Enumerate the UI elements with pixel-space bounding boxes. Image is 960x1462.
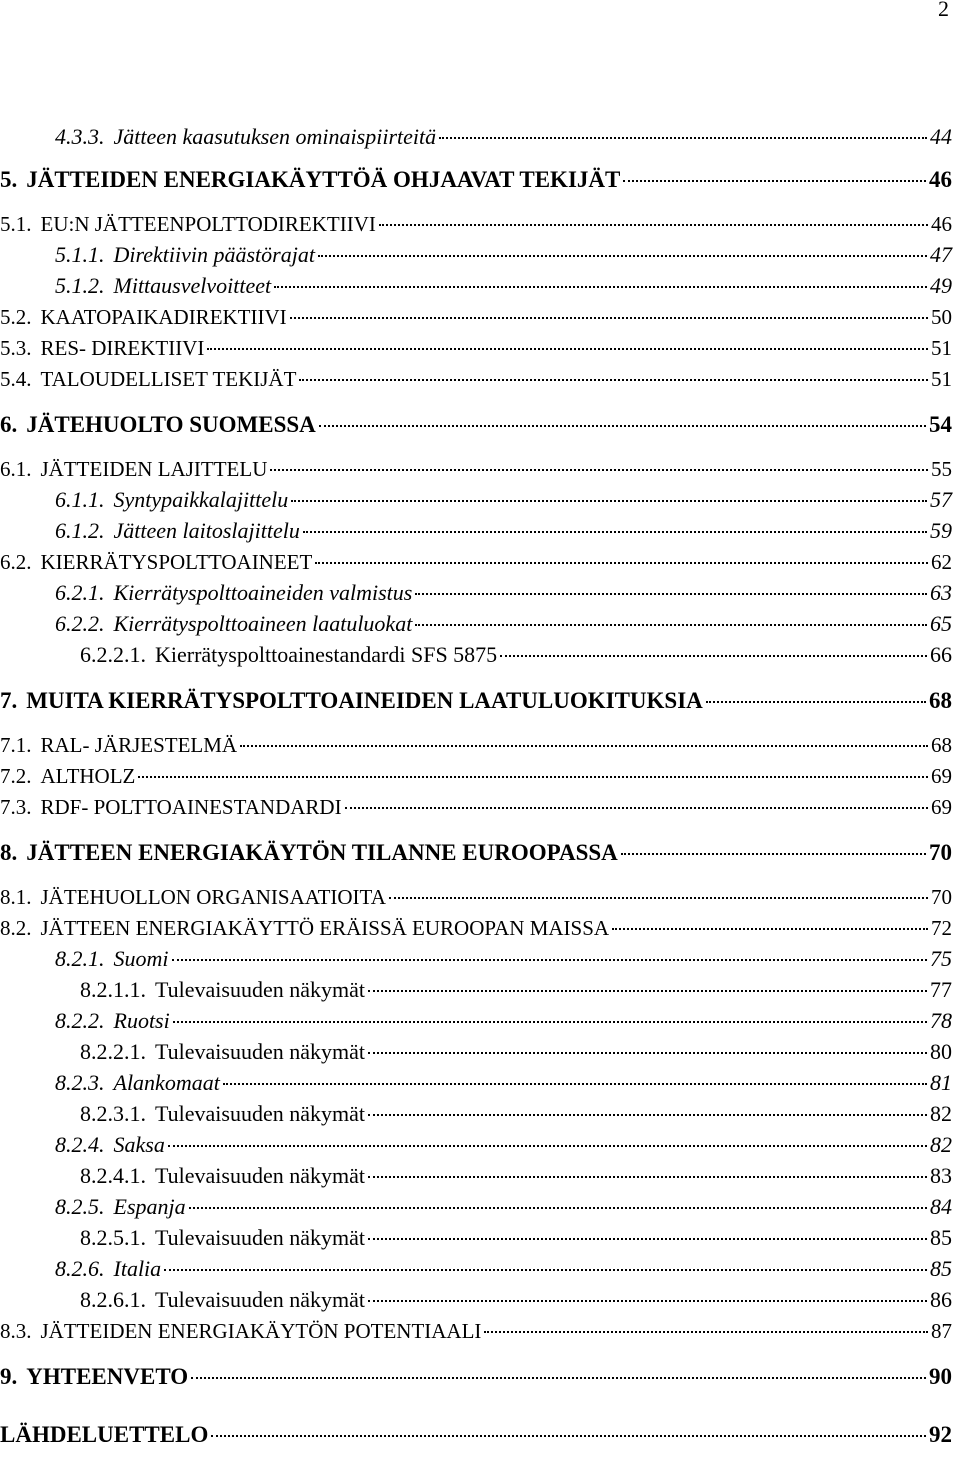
dot-leader — [274, 286, 927, 288]
toc-entry-page: 69 — [931, 795, 952, 819]
toc-entry-number: 5.1.2. — [55, 273, 105, 298]
toc-entry[interactable] — [0, 761, 952, 791]
toc-entry-title: RDF- POLTTOAINESTANDARDI — [40, 795, 342, 819]
toc-entry-number: 8.1. — [0, 885, 32, 909]
toc-entry-page: 59 — [930, 518, 952, 543]
dot-leader — [379, 224, 928, 226]
toc-entry-title: Suomi — [113, 946, 169, 971]
toc-entry-number: 6.2. — [0, 550, 32, 574]
toc-entry-number: 8.2. — [0, 916, 32, 940]
toc-entry-title: JÄTTEIDEN ENERGIAKÄYTÖN POTENTIAALI — [40, 1319, 482, 1343]
toc-entry[interactable] — [0, 882, 952, 912]
toc-entry-title: Tulevaisuuden näkymät — [155, 1163, 365, 1188]
toc-entry-number: 8.3. — [0, 1319, 32, 1343]
toc-entry-page: 75 — [930, 946, 952, 971]
toc-entry-number: 8.2.5. — [55, 1194, 105, 1219]
toc-entry[interactable] — [0, 1316, 952, 1346]
toc-entry-title: LÄHDELUETTELO — [0, 1422, 209, 1447]
dot-leader — [172, 959, 928, 961]
toc-entry-title: Ruotsi — [113, 1008, 170, 1033]
toc-entry-title: Direktiivin päästörajat — [113, 242, 315, 267]
dot-leader — [368, 1176, 927, 1178]
toc-entry-number: 8.2.3. — [55, 1070, 105, 1095]
toc-entry[interactable] — [0, 730, 952, 760]
toc-entry-number: 5.2. — [0, 305, 32, 329]
toc-entry[interactable] — [55, 240, 952, 270]
toc-entry-number: 5.1.1. — [55, 242, 105, 267]
toc-entry-number: 5.3. — [0, 336, 32, 360]
toc-entry-page: 78 — [930, 1008, 952, 1033]
toc-entry-number: 5. — [0, 167, 18, 192]
toc-entry-page: 49 — [930, 273, 952, 298]
toc-entry-title: RES- DIREKTIIVI — [40, 336, 205, 360]
toc-entry-title: JÄTTEEN ENERGIAKÄYTÖN TILANNE EUROOPASSA — [26, 840, 618, 865]
toc-entry-number: 6.2.2.1. — [80, 642, 146, 667]
toc-entry[interactable] — [80, 975, 952, 1005]
toc-entry-page: 62 — [931, 550, 952, 574]
dot-leader — [345, 807, 928, 809]
dot-leader — [500, 655, 927, 657]
toc-entry-page: 86 — [930, 1287, 952, 1312]
toc-entry-page: 47 — [930, 242, 952, 267]
toc-entry[interactable] — [80, 1285, 952, 1315]
toc-entry[interactable] — [0, 838, 952, 868]
toc-entry-number: 8.2.4. — [55, 1132, 105, 1157]
dot-leader — [189, 1207, 927, 1209]
toc-entry[interactable] — [0, 165, 952, 195]
toc-entry-page: 70 — [931, 885, 952, 909]
toc-entry-number: 6.1.2. — [55, 518, 105, 543]
toc-entry[interactable] — [0, 364, 952, 394]
toc-entry[interactable] — [55, 1130, 952, 1160]
toc-entry[interactable] — [0, 410, 952, 440]
toc-entry-title: TALOUDELLISET TEKIJÄT — [40, 367, 297, 391]
toc-entry[interactable] — [0, 1420, 952, 1450]
dot-leader — [223, 1083, 927, 1085]
dot-leader — [368, 1114, 927, 1116]
toc-entry-title: Tulevaisuuden näkymät — [155, 1101, 365, 1126]
toc-entry-page: 51 — [931, 336, 952, 360]
toc-entry-number: 8. — [0, 840, 18, 865]
toc-entry-title: Syntypaikkalajittelu — [113, 487, 289, 512]
toc-entry[interactable] — [80, 1223, 952, 1253]
toc-entry-page: 69 — [931, 764, 952, 788]
toc-entry-number: 8.2.2.1. — [80, 1039, 146, 1064]
toc-entry-number: 8.2.2. — [55, 1008, 105, 1033]
dot-leader — [612, 928, 928, 930]
toc-entry-title: Kierrätyspolttoaineiden valmistus — [113, 580, 413, 605]
toc-entry-number: 6.2.2. — [55, 611, 105, 636]
toc-entry-number: 6.2.1. — [55, 580, 105, 605]
toc-entry[interactable] — [55, 944, 952, 974]
toc-entry-number: 4.3.3. — [55, 124, 105, 149]
toc-entry[interactable] — [55, 1192, 952, 1222]
toc-entry-title: Kierrätyspolttoainestandardi SFS 5875 — [155, 642, 498, 667]
dot-leader — [439, 137, 927, 139]
toc-entry-number: 7.3. — [0, 795, 32, 819]
toc-entry[interactable] — [80, 640, 952, 670]
dot-leader — [415, 593, 927, 595]
toc-entry-page: 81 — [930, 1070, 952, 1095]
dot-leader — [623, 180, 926, 182]
toc-entry-title: JÄTTEEN ENERGIAKÄYTTÖ ERÄISSÄ EUROOPAN MAISSA — [40, 916, 610, 940]
toc-entry[interactable] — [55, 271, 952, 301]
toc-entry-title: JÄTTEIDEN LAJITTELU — [40, 457, 268, 481]
dot-leader — [138, 776, 928, 778]
toc-entry-title: Tulevaisuuden näkymät — [155, 1039, 365, 1064]
dot-leader — [211, 1435, 926, 1437]
toc-entry[interactable] — [0, 686, 952, 716]
toc-entry-title: Espanja — [113, 1194, 186, 1219]
toc-entry[interactable] — [0, 209, 952, 239]
toc-entry-title: YHTEENVETO — [26, 1364, 189, 1389]
toc-entry-title: ALTHOLZ — [40, 764, 136, 788]
toc-entry-page: 50 — [931, 305, 952, 329]
toc-entry-page: 80 — [930, 1039, 952, 1064]
page-number: 2 — [938, 0, 949, 21]
toc-entry-page: 82 — [930, 1101, 952, 1126]
toc-entry-title: Italia — [113, 1256, 162, 1281]
dot-leader — [315, 562, 928, 564]
toc-entry-number: 8.2.6. — [55, 1256, 105, 1281]
dot-leader — [240, 745, 928, 747]
toc-entry-title: Jätteen kaasutuksen ominaispiirteitä — [113, 124, 437, 149]
toc-entry[interactable] — [55, 578, 952, 608]
dot-leader — [706, 701, 926, 703]
toc-entry-page: 57 — [930, 487, 952, 512]
toc-entry-title: KAATOPAIKADIREKTIIVI — [40, 305, 287, 329]
toc-entry-number: 5.4. — [0, 367, 32, 391]
toc-entry-page: 90 — [929, 1364, 952, 1389]
toc-entry-title: RAL- JÄRJESTELMÄ — [40, 733, 238, 757]
dot-leader — [164, 1269, 927, 1271]
toc-entry-title: Jätteen laitoslajittelu — [113, 518, 300, 543]
toc-entry-number: 8.2.5.1. — [80, 1225, 146, 1250]
toc-entry[interactable] — [0, 792, 952, 822]
toc-entry-title: Tulevaisuuden näkymät — [155, 977, 365, 1002]
toc-entry-page: 54 — [929, 412, 952, 437]
dot-leader — [368, 1238, 927, 1240]
dot-leader — [415, 624, 927, 626]
toc-entry[interactable] — [0, 547, 952, 577]
toc-entry[interactable] — [55, 485, 952, 515]
toc-entry[interactable] — [0, 454, 952, 484]
dot-leader — [270, 469, 928, 471]
toc-entry-number: 6.1.1. — [55, 487, 105, 512]
toc-entry[interactable] — [55, 609, 952, 639]
dot-leader — [168, 1145, 927, 1147]
dot-leader — [207, 348, 928, 350]
toc-entry-number: 8.2.3.1. — [80, 1101, 146, 1126]
toc-entry-title: Tulevaisuuden näkymät — [155, 1287, 365, 1312]
toc-entry-title: JÄTEHUOLLON ORGANISAATIOITA — [40, 885, 386, 909]
toc-entry[interactable] — [55, 1254, 952, 1284]
toc-entry-title: Saksa — [113, 1132, 165, 1157]
toc-entry[interactable] — [0, 302, 952, 332]
dot-leader — [299, 379, 928, 381]
toc-entry-number: 6. — [0, 412, 18, 437]
toc-entry-page: 85 — [930, 1256, 952, 1281]
dot-leader — [621, 853, 926, 855]
toc-entry[interactable] — [80, 1099, 952, 1129]
toc-entry-page: 63 — [930, 580, 952, 605]
toc-entry-number: 7.2. — [0, 764, 32, 788]
toc-entry-number: 8.2.4.1. — [80, 1163, 146, 1188]
dot-leader — [319, 425, 926, 427]
toc-entry[interactable] — [0, 913, 952, 943]
toc-entry-number: 7. — [0, 688, 18, 713]
toc-entry-number: 6.1. — [0, 457, 32, 481]
toc-entry-page: 51 — [931, 367, 952, 391]
toc-entry-page: 84 — [930, 1194, 952, 1219]
dot-leader — [368, 1300, 927, 1302]
toc-entry-number: 7.1. — [0, 733, 32, 757]
toc-entry-page: 46 — [929, 167, 952, 192]
toc-entry-page: 44 — [930, 124, 952, 149]
dot-leader — [290, 317, 928, 319]
toc-entry[interactable] — [55, 516, 952, 546]
toc-entry-title: JÄTTEIDEN ENERGIAKÄYTTÖÄ OHJAAVAT TEKIJÄT — [26, 167, 621, 192]
toc-entry-page: 55 — [931, 457, 952, 481]
dot-leader — [368, 1052, 927, 1054]
toc-entry-page: 72 — [931, 916, 952, 940]
toc-entry-page: 83 — [930, 1163, 952, 1188]
toc-entry[interactable] — [0, 333, 952, 363]
toc-entry[interactable] — [55, 1068, 952, 1098]
toc-entry-page: 68 — [931, 733, 952, 757]
dot-leader — [191, 1377, 926, 1379]
toc-entry[interactable] — [55, 122, 952, 152]
toc-entry-page: 77 — [930, 977, 952, 1002]
toc-entry[interactable] — [80, 1161, 952, 1191]
toc-entry-page: 70 — [929, 840, 952, 865]
toc-entry-page: 92 — [929, 1422, 952, 1447]
toc-entry-title: KIERRÄTYSPOLTTOAINEET — [40, 550, 313, 574]
toc-entry-page: 82 — [930, 1132, 952, 1157]
toc-entry-page: 87 — [931, 1319, 952, 1343]
toc-entry-title: Alankomaat — [113, 1070, 220, 1095]
dot-leader — [389, 897, 928, 899]
dot-leader — [368, 990, 927, 992]
toc-entry-page: 85 — [930, 1225, 952, 1250]
dot-leader — [484, 1331, 928, 1333]
dot-leader — [303, 531, 927, 533]
toc-entry-title: MUITA KIERRÄTYSPOLTTOAINEIDEN LAATULUOKITUKSIA — [26, 688, 703, 713]
toc-entry-page: 68 — [929, 688, 952, 713]
toc-entry-number: 8.2.1.1. — [80, 977, 146, 1002]
toc-entry-page: 46 — [931, 212, 952, 236]
toc-entry[interactable] — [80, 1037, 952, 1067]
toc-entry-page: 66 — [930, 642, 952, 667]
toc-entry-page: 65 — [930, 611, 952, 636]
toc-entry-title: EU:N JÄTTEENPOLTTODIREKTIIVI — [40, 212, 376, 236]
dot-leader — [291, 500, 927, 502]
toc-entry-title: Mittausvelvoitteet — [113, 273, 272, 298]
dot-leader — [318, 255, 927, 257]
toc-entry[interactable] — [55, 1006, 952, 1036]
dot-leader — [173, 1021, 927, 1023]
toc-entry[interactable] — [0, 1362, 952, 1392]
toc-entry-number: 5.1. — [0, 212, 32, 236]
toc-entry-number: 9. — [0, 1364, 18, 1389]
toc-entry-title: Tulevaisuuden näkymät — [155, 1225, 365, 1250]
toc-entry-number: 8.2.1. — [55, 946, 105, 971]
toc-entry-number: 8.2.6.1. — [80, 1287, 146, 1312]
toc-entry-title: Kierrätyspolttoaineen laatuluokat — [113, 611, 413, 636]
toc-entry-title: JÄTEHUOLTO SUOMESSA — [26, 412, 316, 437]
